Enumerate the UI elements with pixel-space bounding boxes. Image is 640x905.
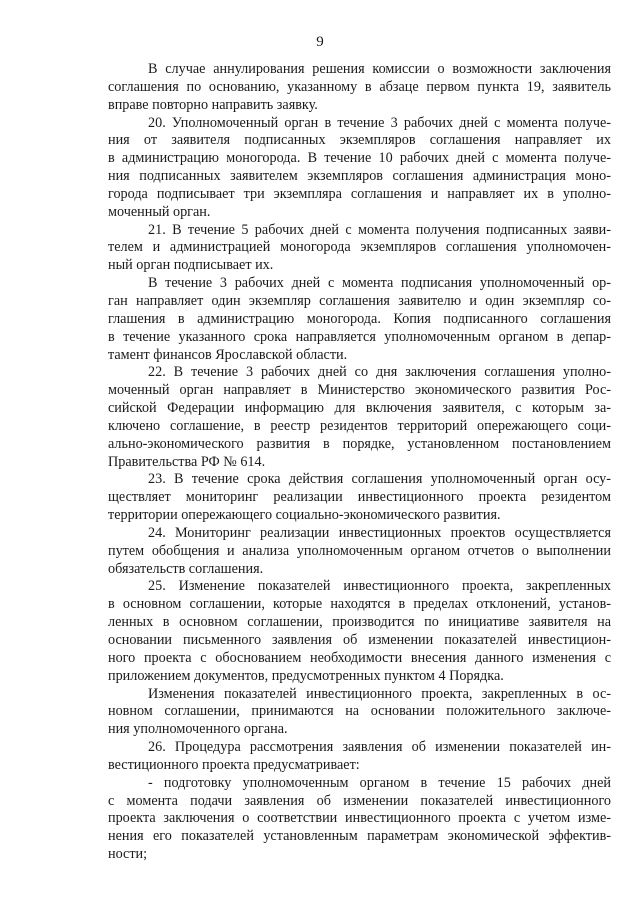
text-line: В течение 3 рабочих дней с момента подписания уполномоченный ор- bbox=[148, 275, 611, 292]
text-line: телем и администрацией моногорода экземпляров соглашения уполномочен- bbox=[108, 239, 611, 256]
text-line: ный орган подписывает их. bbox=[108, 257, 274, 274]
text-line: вправе повторно направить заявку. bbox=[108, 96, 318, 113]
text-line: нения его показателей установленным параметрам экономической эффектив- bbox=[108, 828, 611, 845]
text-line: в течение указанного срока направляется уполномоченным органом в депар- bbox=[108, 328, 611, 345]
text-line: соглашения по основанию, указанному в абзаце первом пункта 19, заявитель bbox=[108, 78, 611, 95]
text-line: В случае аннулирования решения комиссии о возможности заключения bbox=[148, 61, 611, 77]
text-line: проекта заключения о соответствии инвестиционного проекта с учетом изме- bbox=[108, 810, 611, 827]
text-line: моченный орган направляет в Министерство экономического развития Рос- bbox=[108, 382, 611, 399]
text-line: города подписывает три экземпляра соглашения и направляет их в уполно- bbox=[108, 185, 611, 202]
text-line: ган направляет один экземпляр соглашения заявителю и один экземпляр со- bbox=[108, 292, 611, 309]
text-line: сийской Федерации информацию для включения заявителя, с которым за- bbox=[108, 400, 611, 417]
text-line: ленных в основном соглашении, производится по инициативе заявителя на bbox=[108, 614, 611, 631]
text-line: ключено соглашение, в реестр резидентов территорий опережающего соци- bbox=[108, 417, 611, 434]
text-line: ности; bbox=[108, 846, 148, 863]
text-line: в основном соглашении, которые находятся в пределах отклонений, установ- bbox=[108, 596, 611, 613]
text-line: Изменения показателей инвестиционного проекта, закрепленных в ос- bbox=[148, 685, 611, 702]
page-number: 9 bbox=[316, 34, 324, 50]
text-line: 20. Уполномоченный орган в течение 3 рабочих дней с момента получе- bbox=[148, 114, 611, 131]
text-line: ния от заявителя подписанных экземпляров соглашения направляет их bbox=[108, 132, 611, 149]
text-line: 21. В течение 5 рабочих дней с момента получения подписанных заяви- bbox=[148, 221, 611, 238]
text-line: 24. Мониторинг реализации инвестиционных проектов осуществляется bbox=[148, 524, 611, 541]
text-line: с момента подачи заявления об изменении показателей инвестиционного bbox=[108, 792, 611, 809]
text-line: тамент финансов Ярославской области. bbox=[108, 346, 348, 363]
text-line: ально-экономического развития в порядке, установленном постановлением bbox=[108, 435, 611, 452]
text-line: путем обобщения и анализа уполномоченным органом отчетов о выполнении bbox=[108, 542, 611, 559]
text-line: ния подписанных заявителем экземпляров соглашения администрация моно- bbox=[108, 168, 611, 185]
text-line: новном соглашении, принимаются на основании положительного заключе- bbox=[108, 703, 611, 720]
text-line: 23. В течение срока действия соглашения уполномоченный орган осу- bbox=[148, 471, 611, 488]
document-body bbox=[108, 61, 611, 864]
text-line: ного проекта с обоснованием необходимости внесения данного изменения с bbox=[108, 649, 611, 666]
text-line: ществляет мониторинг реализации инвестиционного проекта резидентом bbox=[108, 489, 611, 506]
text-line: приложением документов, предусмотренных пунктом 4 Порядка. bbox=[108, 667, 504, 684]
text-line: - подготовку уполномоченным органом в течение 15 рабочих дней bbox=[148, 774, 611, 791]
text-line: вестиционного проекта предусматривает: bbox=[108, 756, 360, 773]
text-line: Правительства РФ № 614. bbox=[108, 453, 266, 470]
text-line: 26. Процедура рассмотрения заявления об изменении показателей ин- bbox=[148, 739, 611, 756]
text-line: обязательств соглашения. bbox=[108, 560, 264, 577]
text-line: моченный орган. bbox=[108, 203, 211, 220]
text-line: основании письменного заявления об изменении показателей инвестицион- bbox=[108, 632, 611, 648]
text-line: ния уполномоченного органа. bbox=[108, 721, 288, 738]
text-line: территории опережающего социально-экономического развития. bbox=[108, 507, 501, 524]
text-line: 22. В течение 3 рабочих дней со дня заключения соглашения уполно- bbox=[148, 364, 611, 381]
text-line: глашения в администрацию моногорода. Копия подписанного соглашения bbox=[108, 310, 611, 327]
text-line: в администрацию моногорода. В течение 10 рабочих дней с момента получе- bbox=[108, 150, 611, 167]
text-line: 25. Изменение показателей инвестиционного проекта, закрепленных bbox=[148, 578, 611, 595]
